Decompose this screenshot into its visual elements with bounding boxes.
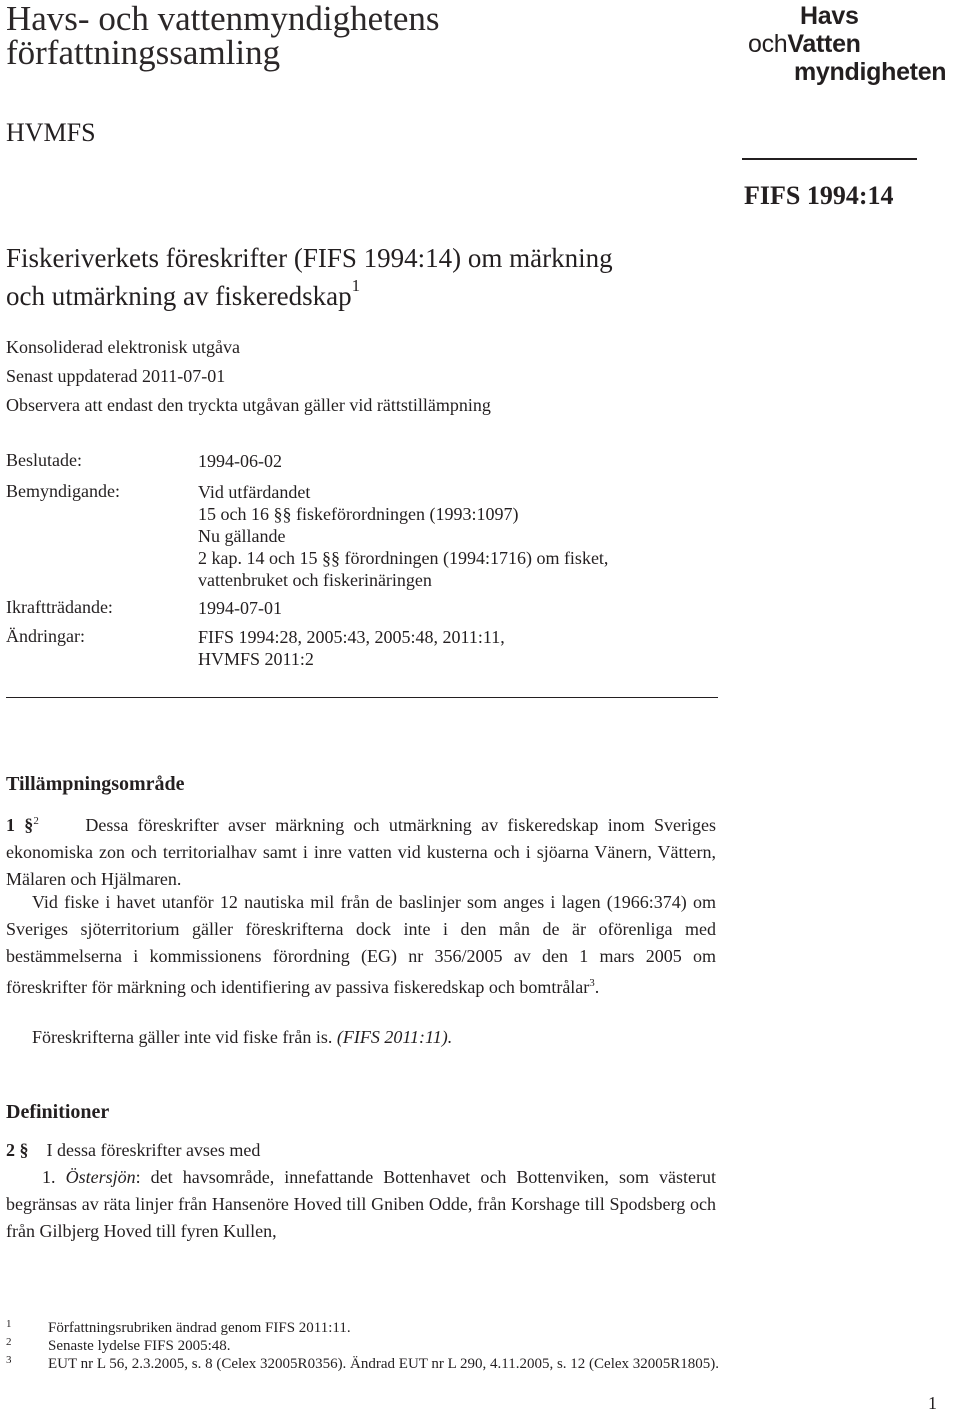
definitions-intro bbox=[6, 1137, 716, 1164]
series-abbreviation: HVMFS bbox=[6, 118, 96, 147]
effective-value: 1994-07-01 bbox=[198, 598, 282, 618]
scope-paragraph-1 bbox=[6, 808, 716, 893]
effective-label: Ikraftträdande: bbox=[6, 597, 113, 617]
agency-logo bbox=[748, 2, 958, 86]
series-title bbox=[6, 2, 440, 70]
footnote-text: Senaste lydelse FIFS 2005:48. bbox=[48, 1338, 231, 1354]
authority-value bbox=[198, 481, 738, 591]
amendments-label: Ändringar: bbox=[6, 626, 85, 646]
definitions-heading: Definitioner bbox=[6, 1101, 110, 1123]
title-footnote-ref: 1 bbox=[351, 276, 361, 295]
definition-item-1-number: 1. bbox=[42, 1167, 56, 1187]
logo-line3: myndigheten bbox=[794, 58, 947, 86]
definition-item-1-text: : det havsområde, innefattande Bottenhavet och Bottenviken, som västerut begränsas av räta linjer från Hansenöre Hoved till Gniben Odde, från Korshage till Spodsberg och från Gilbjerg Hoved till fyren Kullen, bbox=[6, 1167, 717, 1241]
authority-line: 2 kap. 14 och 15 §§ förordningen (1994:1716) om fisket, bbox=[198, 548, 609, 568]
consolidation-line3: Observera att endast den tryckta utgåvan gäller vid rättstillämpning bbox=[6, 395, 491, 415]
authority-line: vattenbruket och fiskerinäringen bbox=[198, 570, 432, 590]
decided-label: Beslutade: bbox=[6, 450, 82, 470]
scope-p3-amendment: (FIFS 2011:11). bbox=[336, 1027, 453, 1047]
definition-item-1 bbox=[6, 1164, 716, 1245]
series-title-line2: författningssamling bbox=[6, 33, 281, 72]
page-number: 1 bbox=[928, 1393, 937, 1413]
consolidation-line1: Konsoliderad elektronisk utgåva bbox=[6, 337, 240, 357]
scope-p2-footnote-ref: 3 bbox=[589, 977, 595, 989]
section-1-footnote-ref: 2 bbox=[33, 815, 39, 827]
footnote-number: 2 bbox=[6, 1336, 12, 1348]
scope-p2-text: Vid fiske i havet utanför 12 nautiska mil från de baslinjer som anges i lagen (1966:374) om Sveriges sjöterritorium gäller föreskrifterna dock inte i den mån de är oförenliga med bestämmelserna i kommissionens förordning (EG) nr 356/2005 av den 1 mars 2005 om föreskrifter för märkning och identifiering av passiva fiskeredskap och bomtrålar bbox=[6, 892, 716, 997]
metadata-rule bbox=[6, 697, 718, 698]
section-1-number: 1 § bbox=[6, 815, 34, 835]
authority-line: Vid utfärdandet bbox=[198, 482, 311, 502]
logo-vatten: Vatten bbox=[787, 30, 861, 58]
scope-paragraph-3 bbox=[6, 1024, 716, 1051]
decided-value: 1994-06-02 bbox=[198, 451, 282, 471]
logo-line2 bbox=[748, 30, 958, 58]
footnote-number: 3 bbox=[6, 1354, 12, 1366]
document-title bbox=[6, 242, 766, 312]
logo-och: och bbox=[748, 30, 788, 58]
footnote-text: Författningsrubriken ändrad genom FIFS 2011:11. bbox=[48, 1320, 351, 1336]
title-line1: Fiskeriverkets föreskrifter (FIFS 1994:14) om märkning bbox=[6, 243, 613, 273]
footnote-text: EUT nr L 56, 2.3.2005, s. 8 (Celex 32005R0356). Ändrad EUT nr L 290, 4.11.2005, s. 12 (Celex 32005R1805). bbox=[48, 1356, 720, 1372]
amendments-line1: FIFS 1994:28, 2005:43, 2005:48, 2011:11, bbox=[198, 627, 505, 647]
footnote-number: 1 bbox=[6, 1318, 12, 1330]
document-number: FIFS 1994:14 bbox=[744, 181, 894, 210]
scope-heading: Tillämpningsområde bbox=[6, 773, 185, 795]
title-line2: och utmärkning av fiskeredskap bbox=[6, 281, 352, 311]
header-rule bbox=[742, 158, 917, 160]
authority-line: Nu gällande bbox=[198, 526, 286, 546]
scope-p3-text: Föreskrifterna gäller inte vid fiske från is. bbox=[32, 1027, 333, 1047]
definition-item-1-term: Östersjön bbox=[65, 1167, 136, 1187]
authority-label: Bemyndigande: bbox=[6, 481, 120, 501]
definitions-intro-text: I dessa föreskrifter avses med bbox=[46, 1140, 261, 1160]
scope-p1-text: Dessa föreskrifter avser märkning och utmärkning av fiskeredskap inom Sveriges ekonomiska zon och territorialhav samt i inre vatten vid kusterna och i sjöarna Vänern, Vättern, Mälaren och Hjälmaren. bbox=[6, 815, 716, 889]
series-title-line1: Havs- och vattenmyndighetens bbox=[6, 0, 440, 38]
logo-line1: Havs bbox=[800, 2, 859, 30]
authority-line: 15 och 16 §§ fiskeförordningen (1993:1097) bbox=[198, 504, 519, 524]
scope-paragraph-2: Vid fiske i havet utanför 12 nautiska mil från de baslinjer som anges i lagen (1966:374) om Sveriges sjöterritorium gäller föreskrifterna dock inte i den mån de är oförenliga med bestämmelserna i kommissionens förordning (EG) nr 356/2005 av den 1 mars 2005 om föreskrifter för märkning och identifiering av passiva fiskeredskap och bomtrålar$^3$. bbox=[6, 892, 716, 997]
amendments-value bbox=[198, 626, 738, 670]
amendments-line2: HVMFS 2011:2 bbox=[198, 649, 314, 669]
consolidation-line2: Senast uppdaterad 2011-07-01 bbox=[6, 366, 226, 386]
section-2-number: 2 § bbox=[6, 1140, 29, 1160]
